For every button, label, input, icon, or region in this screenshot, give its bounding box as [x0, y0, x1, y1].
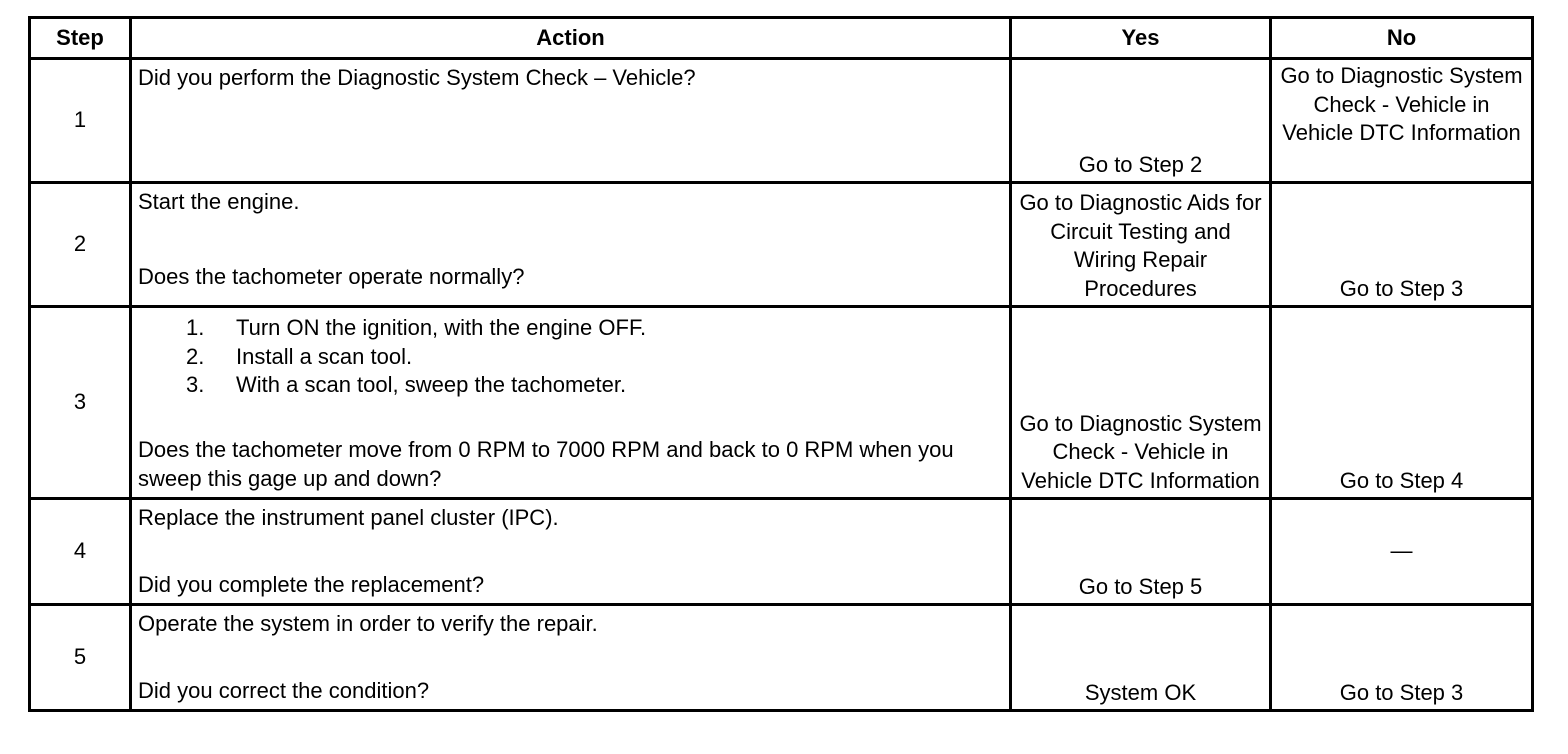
step-number: 2 [30, 183, 131, 307]
step-number: 3 [30, 307, 131, 499]
diagnostic-table [28, 16, 1534, 712]
no-cell: Go to Diagnostic System Check - Vehicle in Vehicle DTC Information [1271, 59, 1533, 183]
header-no: No [1271, 18, 1533, 59]
yes-cell: Go to Step 5 [1011, 499, 1271, 605]
yes-cell: System OK [1011, 605, 1271, 711]
action-cell [131, 307, 1011, 499]
list-item-number: 2. [186, 343, 205, 369]
step-number: 4 [30, 499, 131, 605]
header-step: Step [30, 18, 131, 59]
no-cell: — [1271, 499, 1533, 605]
no-cell: Go to Step 3 [1271, 605, 1533, 711]
list-item [186, 343, 1003, 372]
table-row [30, 499, 1533, 605]
list-item-number: 3. [186, 372, 205, 397]
action-question: Did you complete the replacement? [138, 571, 485, 597]
action-instruction: Start the engine. [138, 189, 300, 214]
list-item-text: Install a scan tool. [236, 343, 413, 369]
table-row [30, 605, 1533, 711]
list-item-number: 1. [186, 315, 205, 340]
action-instruction: Replace the instrument panel cluster (IPC). [138, 505, 559, 530]
table-row [30, 183, 1533, 307]
action-question: Does the tachometer move from 0 RPM to 7000 RPM and back to 0 RPM when you sweep this gage up and down? [138, 437, 954, 491]
action-question: Does the tachometer operate normally? [138, 263, 525, 289]
list-item-text: With a scan tool, sweep the tachometer. [236, 372, 627, 397]
no-cell: Go to Step 4 [1271, 307, 1533, 499]
action-instruction: Operate the system in order to verify the repair. [138, 611, 598, 636]
step-number: 1 [30, 59, 131, 183]
step-number: 5 [30, 605, 131, 711]
action-text: Did you perform the Diagnostic System Check – Vehicle? [138, 65, 696, 90]
yes-cell: Go to Step 2 [1011, 59, 1271, 183]
list-item [186, 314, 1003, 343]
action-cell [131, 59, 1011, 183]
action-cell [131, 499, 1011, 605]
action-cell [131, 183, 1011, 307]
yes-cell: Go to Diagnostic Aids for Circuit Testing and Wiring Repair Procedures [1011, 183, 1271, 307]
table-row [30, 307, 1533, 499]
action-question: Did you correct the condition? [138, 677, 430, 703]
header-action: Action [131, 18, 1011, 59]
table-header-row [30, 18, 1533, 59]
yes-cell: Go to Diagnostic System Check - Vehicle in Vehicle DTC Information [1011, 307, 1271, 499]
table-row [30, 59, 1533, 183]
list-item [186, 371, 1003, 400]
action-step-list [138, 314, 1003, 400]
action-cell [131, 605, 1011, 711]
list-item-text: Turn ON the ignition, with the engine OFF. [236, 315, 647, 340]
diagnostic-table-container [28, 16, 1534, 712]
no-cell: Go to Step 3 [1271, 183, 1533, 307]
header-yes: Yes [1011, 18, 1271, 59]
